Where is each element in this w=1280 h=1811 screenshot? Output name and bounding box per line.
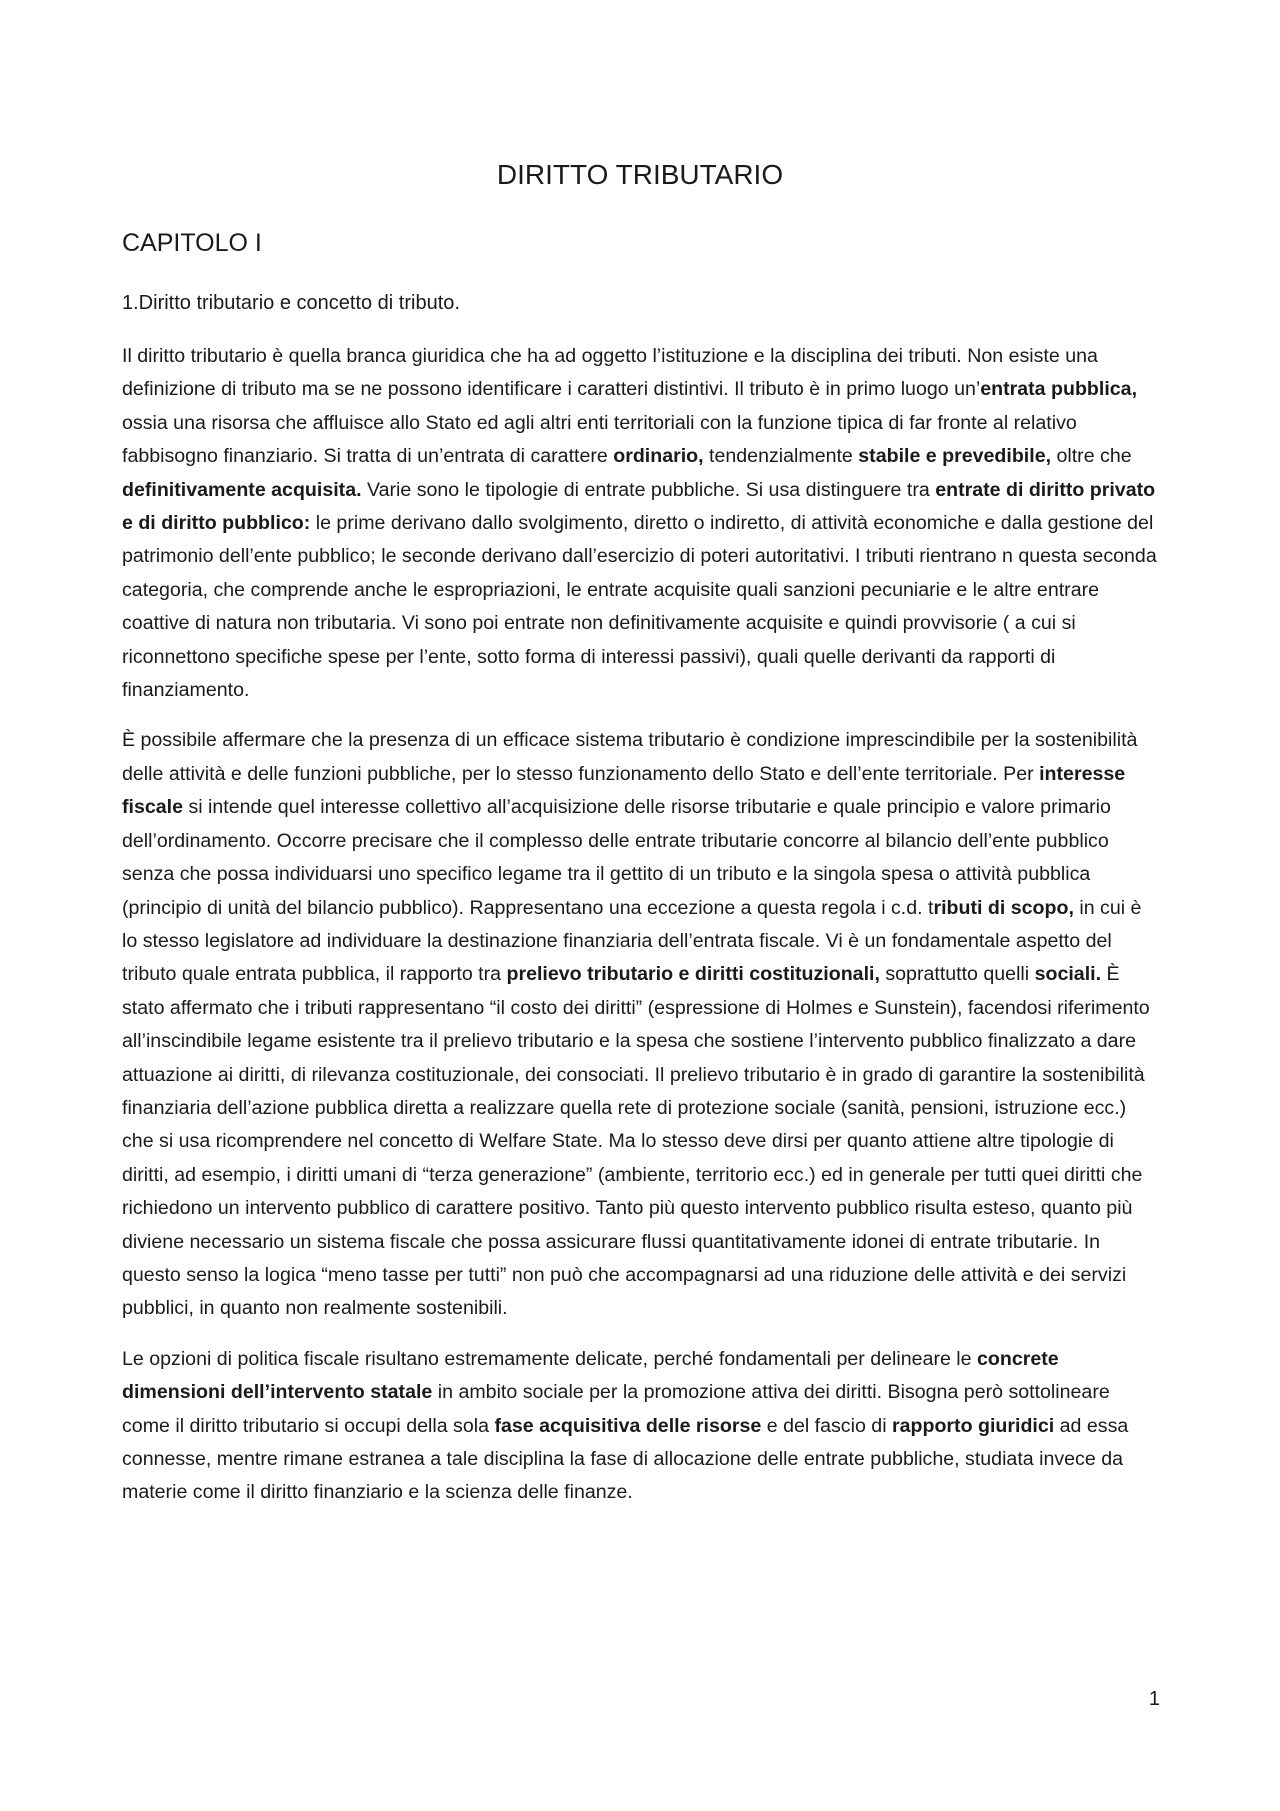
bold-text: prelievo tributario e diritti costituzionali,	[506, 963, 880, 986]
bold-text: entrata pubblica,	[980, 378, 1138, 401]
bold-text: interesse fiscale	[122, 762, 1126, 819]
bold-text: fase acquisitiva delle risorse	[494, 1414, 762, 1437]
text-run: Le opzioni di politica fiscale risultano estremamente delicate, perché fondamentali per delineare le	[122, 1347, 977, 1370]
bold-text: rapporto giuridici	[892, 1414, 1055, 1437]
bold-text: definitivamente acquisita.	[122, 478, 362, 501]
text-run: in cui è lo stesso legislatore ad individuare la destinazione finanziaria dell’entrata fiscale. Vi è un fondamentale aspetto del tributo quale entrata pubblica, il rapporto tra	[122, 896, 1142, 986]
text-run: in ambito sociale per la promozione attiva dei diritti. Bisogna però sottolineare come il diritto tributario si occupi della sola	[122, 1381, 1110, 1437]
section-heading: 1.Diritto tributario e concetto di tributo.	[122, 292, 460, 314]
page-number: 1	[1148, 1688, 1160, 1710]
chapter-heading: CAPITOLO I	[122, 229, 262, 257]
bold-text: ributi di scopo,	[933, 896, 1074, 919]
text-run: le prime derivano dallo svolgimento, diretto o indiretto, di attività economiche e dalla gestione del patrimonio dell’ente pubblico; le seconde derivano dall’esercizio di poteri autoritativi. I tributi rientrano n questa seconda categoria, che comprende anche le espropriazioni, le entrate acquisite quali sanzioni pecuniarie e le altre entrare coattive di natura non tributaria. Vi sono poi entrate non definitivamente acquisite e quindi provvisorie ( a cui si riconnettono specifiche spese per l’ente, sotto forma di interessi passivi), quali quelle derivanti da rapporti di finanziamento.	[122, 512, 1157, 702]
text-run: Il diritto tributario è quella branca giuridica che ha ad oggetto l’istituzione e la disciplina dei tributi. Non esiste una definizione di tributo ma se ne possono identificare i caratteri distintivi. Il tributo è in primo luogo un’	[122, 345, 1098, 401]
document-title: DIRITTO TRIBUTARIO	[496, 159, 784, 190]
bold-text: concrete dimensioni dell’intervento statale	[122, 1347, 1059, 1404]
paragraph	[122, 724, 1162, 1325]
text-run: È stato affermato che i tributi rappresentano “il costo dei diritti” (espressione di Holmes e Sunstein), facendosi riferimento all’inscindibile legame esistente tra il prelievo tributario e la spesa che sostiene l’intervento pubblico finalizzato a dare attuazione ai diritti, di rilevanza costituzionale, dei consociati. Il prelievo tributario è in grado di garantire la sostenibilità finanziaria dell’azione pubblica diretta a realizzare quella rete di protezione sociale (sanità, pensioni, istruzione ecc.) che si usa ricomprendere nel concetto di Welfare State. Ma lo stesso deve dirsi per quanto attiene altre tipologie di diritti, ad esempio, i diritti umani di “terza generazione” (ambiente, territorio ecc.) ed in generale per tutti quei diritti che richiedono un intervento pubblico di carattere positivo. Tanto più questo intervento pubblico risulta esteso, quanto più diviene necessario un sistema fiscale che possa assicurare flussi quantitativamente idonei di entrate tributarie. In questo senso la logica “meno tasse per tutti” non può che accompagnarsi ad una riduzione delle attività e dei servizi pubblici, in quanto non realmente sostenibili.	[122, 963, 1150, 1320]
text-run: e del fascio di	[761, 1414, 892, 1437]
text-run: ossia una risorsa che affluisce allo Stato ed agli altri enti territoriali con la funzione tipica di far fronte al relativo fabbisogno finanziario. Si tratta di un’entrata di carattere	[122, 411, 1077, 468]
bold-text: sociali.	[1034, 963, 1102, 986]
text-run: si intende quel interesse collettivo all’acquisizione delle risorse tributarie e quale principio e valore primario dell’ordinamento. Occorre precisare che il complesso delle entrate tributarie concorre al bilancio dell’ente pubblico senza che possa individuarsi uno specifico legame tra il gettito di un tributo e la singola spesa o attività pubblica (principio di unità del bilancio pubblico). Rappresentano una eccezione a questa regola i c.d. t	[122, 796, 1111, 919]
text-run: Varie sono le tipologie di entrate pubbliche. Si usa distinguere tra	[361, 478, 936, 501]
paragraph	[122, 340, 1162, 707]
text-run: tendenzialmente	[703, 445, 859, 468]
document-body	[122, 340, 1162, 1527]
bold-text: ordinario,	[613, 445, 704, 468]
bold-text: stabile e prevedibile,	[858, 445, 1052, 468]
text-run: ad essa connesse, mentre rimane estranea a tale disciplina la fase di allocazione delle entrate pubbliche, studiata invece da materie come il diritto finanziario e la scienza delle finanze.	[122, 1414, 1129, 1504]
paragraph	[122, 1343, 1162, 1510]
text-run: È possibile affermare che la presenza di un efficace sistema tributario è condizione imprescindibile per la sostenibilità delle attività e delle funzioni pubbliche, per lo stesso funzionamento dello Stato e dell’ente territoriale. Per	[122, 729, 1138, 785]
text-run: soprattutto quelli	[879, 963, 1035, 986]
text-run: oltre che	[1051, 445, 1132, 468]
bold-text: entrate di diritto privato e di diritto pubblico:	[122, 478, 1156, 535]
